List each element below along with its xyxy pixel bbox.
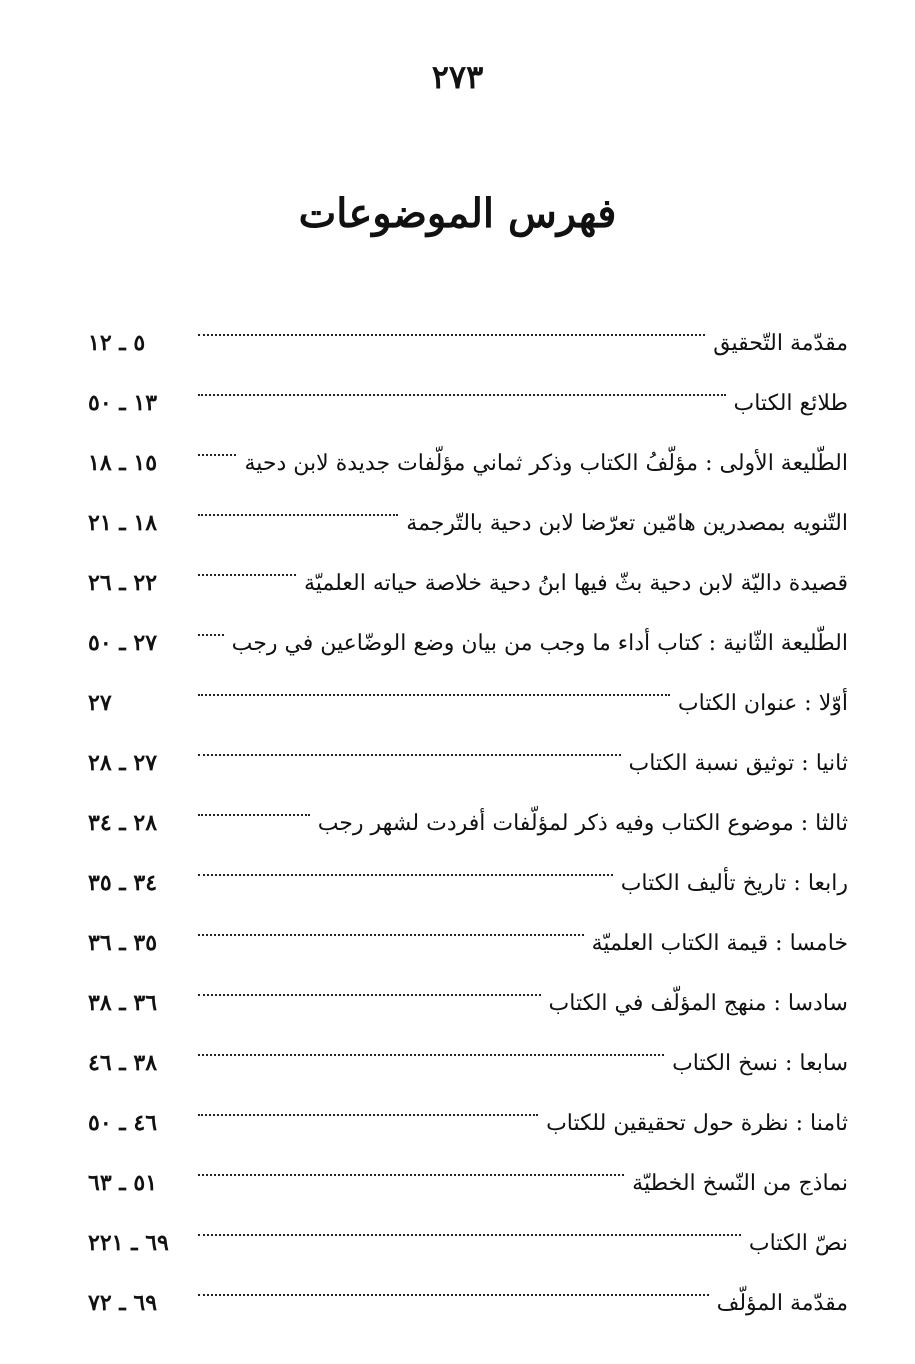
toc-entry-pages: ٥ ـ ١٢ (88, 330, 146, 356)
toc-entry-pages: ١٣ ـ ٥٠ (88, 390, 158, 416)
toc-entry-pages: ١٨ ـ ٢١ (88, 510, 158, 536)
toc-leader-dots (198, 1070, 538, 1130)
toc-entry-pages: ٣٤ ـ ٣٥ (88, 870, 158, 896)
toc-leader-dots (198, 1010, 664, 1070)
toc-leader-dots (198, 410, 236, 470)
toc-entry-title: ثانيا : توثيق نسبة الكتاب (628, 751, 848, 776)
toc-entry-title: سادسا : منهج المؤلّف في الكتاب (548, 991, 848, 1016)
page-number: ٢٧٣ (431, 58, 484, 96)
toc-entry-title: مقدّمة التّحقيق (713, 331, 848, 356)
page-title: فهرس الموضوعات (298, 190, 617, 237)
toc-entry-pages: ٥١ ـ ٦٣ (88, 1170, 158, 1196)
toc-leader-dots (198, 350, 726, 410)
toc-entry (88, 290, 848, 356)
toc-entry-pages: ٢٧ (88, 690, 112, 716)
toc-entry-pages: ٤٦ ـ ٥٠ (88, 1110, 158, 1136)
toc-leader-dots (198, 710, 621, 770)
toc-leader-dots (198, 1250, 709, 1310)
toc-leader-dots (198, 290, 705, 350)
toc-leader-dots (198, 590, 224, 650)
toc-leader-dots (198, 890, 584, 950)
toc-entry-title: نماذج من النّسخ الخطيّة (632, 1171, 848, 1196)
toc-entry-pages: ١٥ ـ ١٨ (88, 450, 158, 476)
toc-entry-pages: ٦٩ ـ ٢٢١ (88, 1230, 169, 1256)
toc-leader-dots (198, 470, 398, 530)
toc-leader-dots (198, 650, 670, 710)
toc-entry-title: ثالثا : موضوع الكتاب وفيه ذكر لمؤلّفات أفردت لشهر رجب (317, 811, 848, 836)
toc-entry-title: الطّليعة الثّانية : كتاب أداء ما وجب من بيان وضع الوضّاعين في رجب (231, 631, 848, 656)
toc-entry-title: نصّ الكتاب (748, 1231, 848, 1256)
toc-entry-pages: ٢٢ ـ ٢٦ (88, 570, 158, 596)
toc-entry-pages: ٣٦ ـ ٣٨ (88, 990, 158, 1016)
toc-leader-dots (198, 530, 296, 590)
toc-leader-dots (198, 1130, 624, 1190)
toc-entry-title: خامسا : قيمة الكتاب العلميّة (591, 931, 848, 956)
toc-entry-title: قصيدة داليّة لابن دحية بثّ فيها ابنُ دحية خلاصة حياته العلميّة (304, 571, 848, 596)
toc-entry-pages: ٣٨ ـ ٤٦ (88, 1050, 158, 1076)
toc-entry-pages: ٢٧ ـ ٢٨ (88, 750, 158, 776)
toc-entry-title: ثامنا : نظرة حول تحقيقين للكتاب (546, 1111, 848, 1136)
toc-entry-title: مقدّمة المؤلّف (716, 1291, 848, 1316)
toc-entry-pages: ٦٩ ـ ٧٢ (88, 1290, 158, 1316)
toc-leader-dots (198, 830, 613, 890)
toc-entry-title: طلائع الكتاب (733, 391, 848, 416)
toc-entry (88, 1190, 848, 1256)
toc-entry-title: أوّلا : عنوان الكتاب (677, 691, 848, 716)
toc-entry-pages: ٢٨ ـ ٣٤ (88, 810, 158, 836)
table-of-contents (88, 290, 848, 1316)
toc-entry-title: الطّليعة الأولى : مؤلّفُ الكتاب وذكر ثماني مؤلّفات جديدة لابن دحية (244, 451, 848, 476)
toc-leader-dots (198, 950, 541, 1010)
toc-entry-title: سابعا : نسخ الكتاب (672, 1051, 848, 1076)
toc-entry-title: التّنويه بمصدرين هامّين تعرّضا لابن دحية بالتّرجمة (406, 511, 848, 536)
toc-entry-pages: ٢٧ ـ ٥٠ (88, 630, 158, 656)
toc-entry (88, 1250, 848, 1316)
toc-leader-dots (198, 770, 310, 830)
toc-leader-dots (198, 1190, 741, 1250)
toc-entry-pages: ٣٥ ـ ٣٦ (88, 930, 158, 956)
toc-entry-title: رابعا : تاريخ تأليف الكتاب (620, 871, 848, 896)
